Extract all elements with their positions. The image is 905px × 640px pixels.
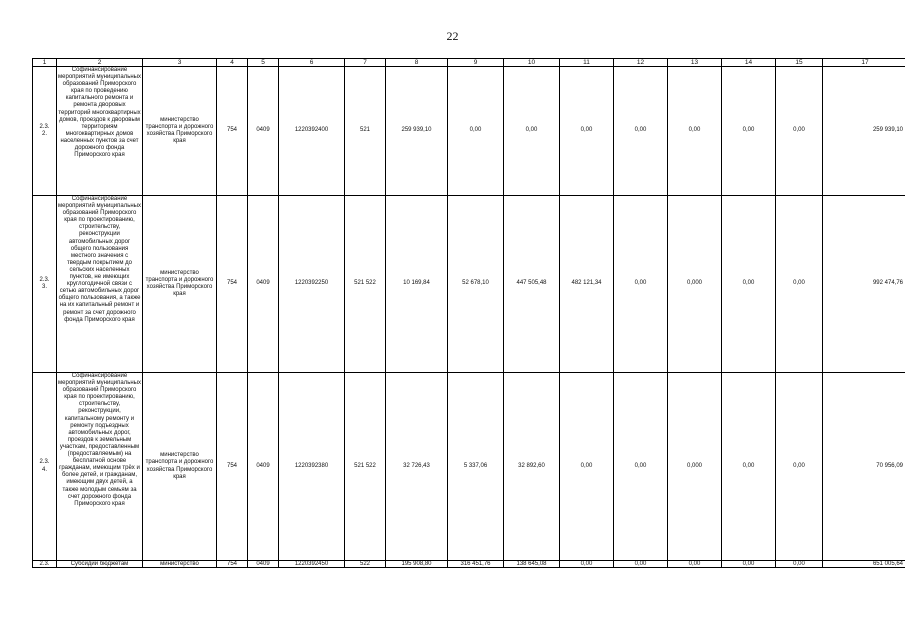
grbs-code-cell: 754 [217, 561, 248, 568]
measure-name-cell: Софинансирование мероприятий муниципальных образований Приморского края по проведению капитального ремонта и ремонта дворовых территорий многоквартирных домов, проездов к дворовым территориям многоквартирных домов населенных пунктов за счет дорожного фонда Приморского края [57, 67, 143, 196]
amount-cell: 0,00 [448, 67, 504, 196]
total-amount-cell: 992 474,76 [823, 196, 905, 373]
column-header: 10 [504, 59, 560, 67]
row-number-cell: 2.3. 4. [33, 373, 57, 561]
amount-cell: 0,00 [614, 373, 668, 561]
amount-cell: 0,00 [722, 561, 776, 568]
table-row [33, 196, 905, 373]
amount-cell: 0,000 [668, 196, 722, 373]
amount-cell: 138 645,08 [504, 561, 560, 568]
amount-cell: 0,00 [560, 561, 614, 568]
amount-cell: 0,00 [776, 67, 823, 196]
column-header: 3 [143, 59, 217, 67]
measure-name-cell: Софинансирование мероприятий муниципальных образований Приморского края по проектированию, строительству, реконструкции автомобильных дорог общего пользования местного значения с твердым покрытием до сельских населенных пунктов, не имеющих круглогодичной связи с сетью автомобильных дорог общего пользования, а также на их капитальный ремонт и ремонт за счет дорожного фонда Приморского края [57, 196, 143, 373]
amount-cell: 195 908,80 [386, 561, 448, 568]
amount-cell: 0,00 [668, 561, 722, 568]
target-article-cell: 1220392250 [279, 196, 345, 373]
column-header: 8 [386, 59, 448, 67]
amount-cell: 482 121,34 [560, 196, 614, 373]
executor-cell: министерство транспорта и дорожного хозяйства Приморского края [143, 196, 217, 373]
executor-cell: министерство транспорта и дорожного хозяйства Приморского края [143, 373, 217, 561]
row-number-cell: 2.3. [33, 561, 57, 568]
executor-cell: министерство [143, 561, 217, 568]
grbs-code-cell: 754 [217, 196, 248, 373]
expense-type-cell: 521 [345, 67, 386, 196]
table-row [33, 561, 905, 568]
amount-cell: 0,00 [560, 373, 614, 561]
page-number: 22 [446, 29, 459, 43]
column-header: 2 [57, 59, 143, 67]
amount-cell: 0,00 [776, 561, 823, 568]
column-header: 13 [668, 59, 722, 67]
amount-cell: 0,00 [776, 373, 823, 561]
table-row [33, 67, 905, 196]
budget-table [32, 58, 905, 568]
executor-cell: министерство транспорта и дорожного хозяйства Приморского края [143, 67, 217, 196]
header-row [33, 59, 905, 67]
amount-cell: 447 505,48 [504, 196, 560, 373]
amount-cell: 0,00 [504, 67, 560, 196]
amount-cell: 5 337,06 [448, 373, 504, 561]
amount-cell: 0,00 [722, 67, 776, 196]
amount-cell: 0,00 [614, 196, 668, 373]
column-header: 15 [776, 59, 823, 67]
table-row [33, 373, 905, 561]
grbs-code-cell: 754 [217, 373, 248, 561]
column-header: 11 [560, 59, 614, 67]
amount-cell: 10 169,84 [386, 196, 448, 373]
column-header: 9 [448, 59, 504, 67]
expense-type-cell: 521 522 [345, 196, 386, 373]
column-header: 12 [614, 59, 668, 67]
column-header: 5 [248, 59, 279, 67]
column-header: 17 [823, 59, 905, 67]
amount-cell: 0,000 [668, 373, 722, 561]
section-code-cell: 0409 [248, 561, 279, 568]
measure-name-cell: Софинансирование мероприятий муниципальных образований Приморского края по проектированию, строительству, реконструкции, капитальному ремонту и ремонту подъездных автомобильных дорог, проездов к земельным участкам, предоставленным (предоставляемым) на бесплатной основе гражданам, имеющим трёх и более детей, и гражданам, имеющим двух детей, а также молодым семьям за счет дорожного фонда Приморского края [57, 373, 143, 561]
amount-cell: 32 892,60 [504, 373, 560, 561]
total-amount-cell: 651 005,64 [823, 561, 905, 568]
amount-cell: 0,00 [722, 373, 776, 561]
target-article-cell: 1220392450 [279, 561, 345, 568]
column-header: 4 [217, 59, 248, 67]
column-header: 7 [345, 59, 386, 67]
section-code-cell: 0409 [248, 196, 279, 373]
target-article-cell: 1220392380 [279, 373, 345, 561]
column-header: 1 [33, 59, 57, 67]
amount-cell: 0,00 [614, 561, 668, 568]
measure-name-cell: Субсидии бюджетам [57, 561, 143, 568]
expense-type-cell: 522 [345, 561, 386, 568]
target-article-cell: 1220392400 [279, 67, 345, 196]
amount-cell: 52 678,10 [448, 196, 504, 373]
total-amount-cell: 70 956,09 [823, 373, 905, 561]
column-header: 6 [279, 59, 345, 67]
amount-cell: 0,00 [776, 196, 823, 373]
amount-cell: 0,00 [560, 67, 614, 196]
total-amount-cell: 259 939,10 [823, 67, 905, 196]
section-code-cell: 0409 [248, 67, 279, 196]
amount-cell: 0,00 [722, 196, 776, 373]
section-code-cell: 0409 [248, 373, 279, 561]
amount-cell: 316 451,76 [448, 561, 504, 568]
column-header: 14 [722, 59, 776, 67]
amount-cell: 0,00 [614, 67, 668, 196]
expense-type-cell: 521 522 [345, 373, 386, 561]
amount-cell: 259 939,10 [386, 67, 448, 196]
row-number-cell: 2.3. 2. [33, 67, 57, 196]
grbs-code-cell: 754 [217, 67, 248, 196]
amount-cell: 0,00 [668, 67, 722, 196]
amount-cell: 32 726,43 [386, 373, 448, 561]
row-number-cell: 2.3. 3. [33, 196, 57, 373]
